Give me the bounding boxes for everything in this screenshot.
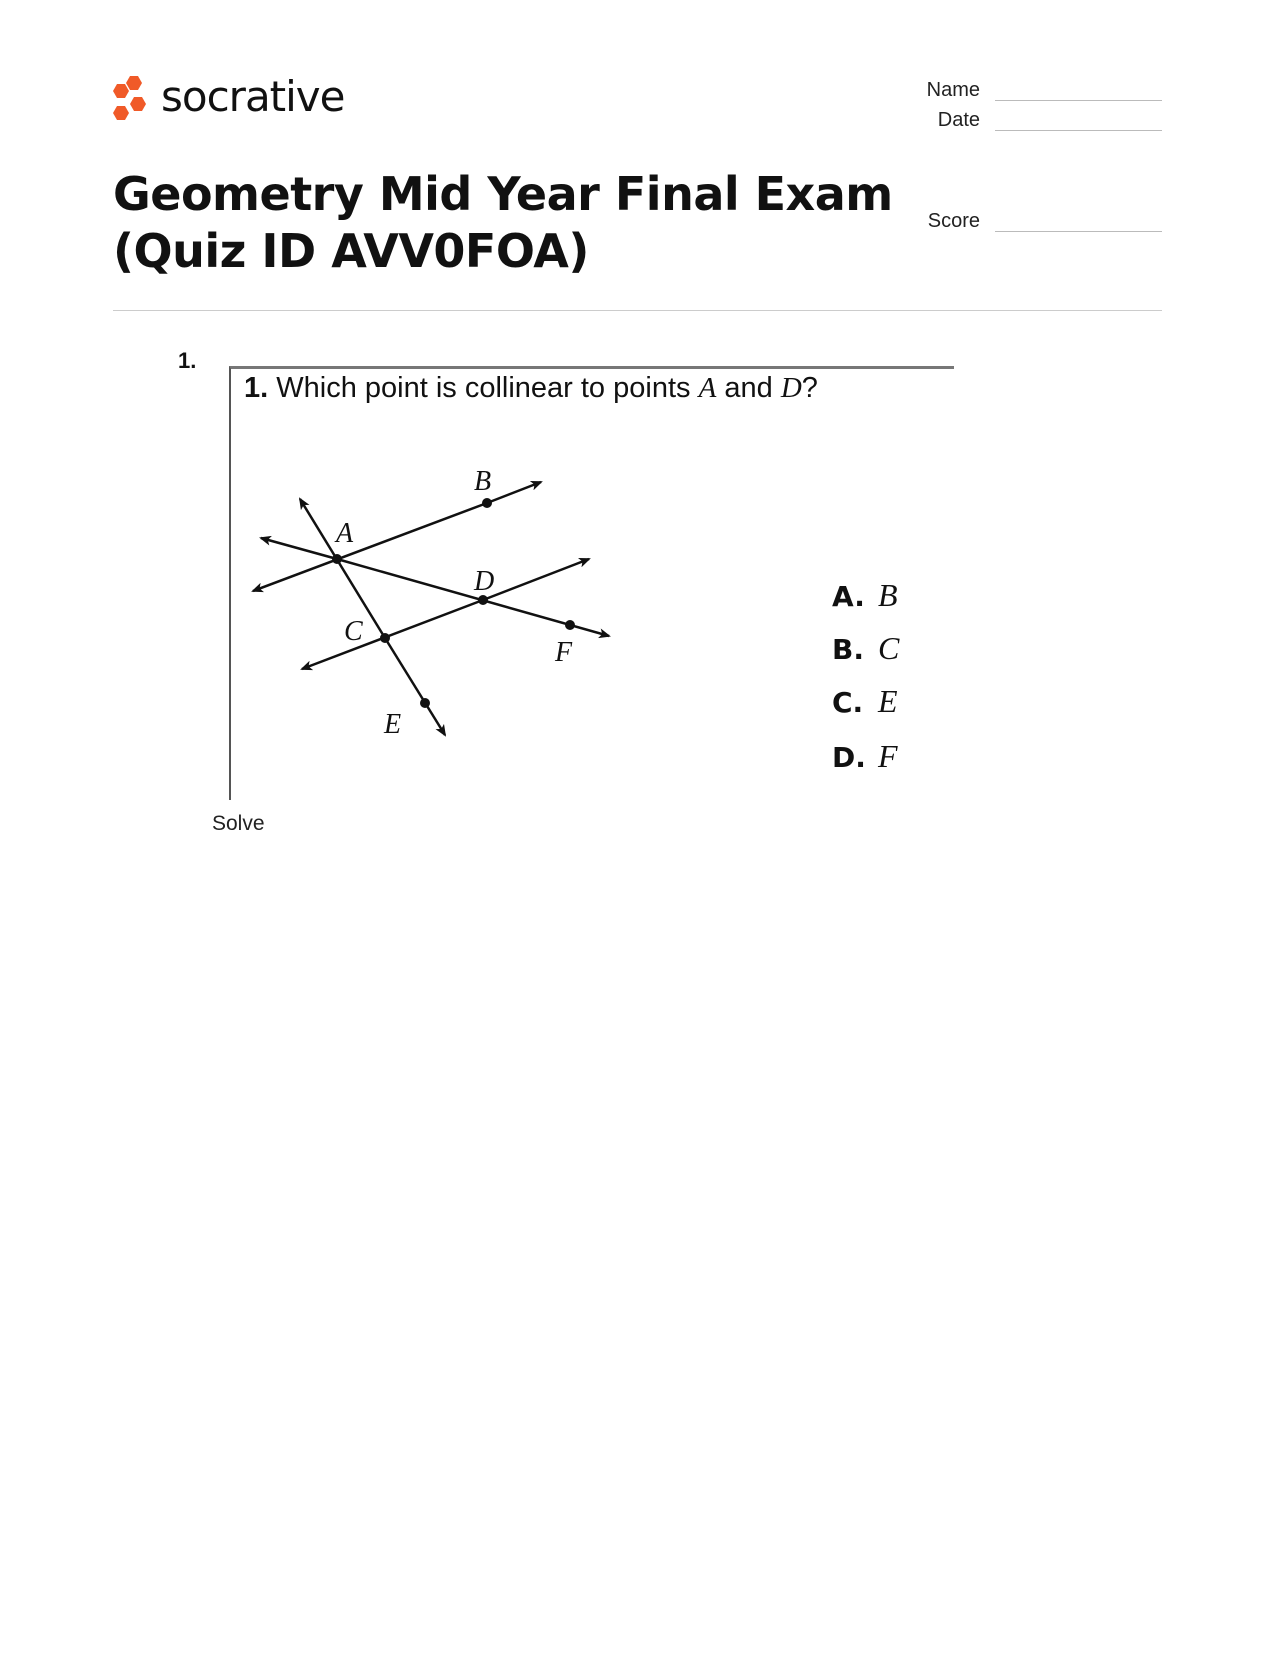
question-mark: ? [801,372,818,404]
question-text [244,372,818,405]
date-field-line[interactable] [995,130,1162,131]
option-letter: C. [832,686,864,719]
name-field-line[interactable] [995,100,1162,101]
question-image-number: 1. [244,372,269,404]
name-label: Name [926,79,980,101]
question-stem: Which point is collinear to points [276,372,691,404]
label-b: B [474,466,492,497]
score-label: Score [927,210,980,232]
option-b [832,630,899,667]
option-value: E [878,683,898,719]
question-number: 1. [178,348,197,373]
socrative-logo-icon [113,76,146,120]
option-value: F [878,738,898,774]
label-d: D [474,566,495,597]
label-e: E [384,709,402,740]
page-title [113,166,913,280]
solve-label: Solve [212,812,265,835]
title-line-1: Geometry Mid Year Final Exam [113,167,893,221]
var-d: D [780,372,802,404]
option-value: C [878,630,900,666]
label-f: F [555,637,573,668]
header-divider [113,310,1162,311]
word-and: and [724,372,773,404]
option-d [832,738,898,775]
date-label: Date [937,109,980,131]
title-line-2: (Quiz ID AVV0FOA) [113,224,589,278]
option-letter: A. [832,580,865,613]
var-a: A [698,372,717,404]
option-a [832,577,898,614]
label-a: A [336,518,354,549]
option-c [832,683,898,720]
score-field-line[interactable] [995,231,1162,232]
label-c: C [344,616,363,647]
option-value: B [878,577,898,613]
brand-name: socrative [161,72,345,121]
option-letter: D. [832,741,866,774]
option-letter: B. [832,633,864,666]
